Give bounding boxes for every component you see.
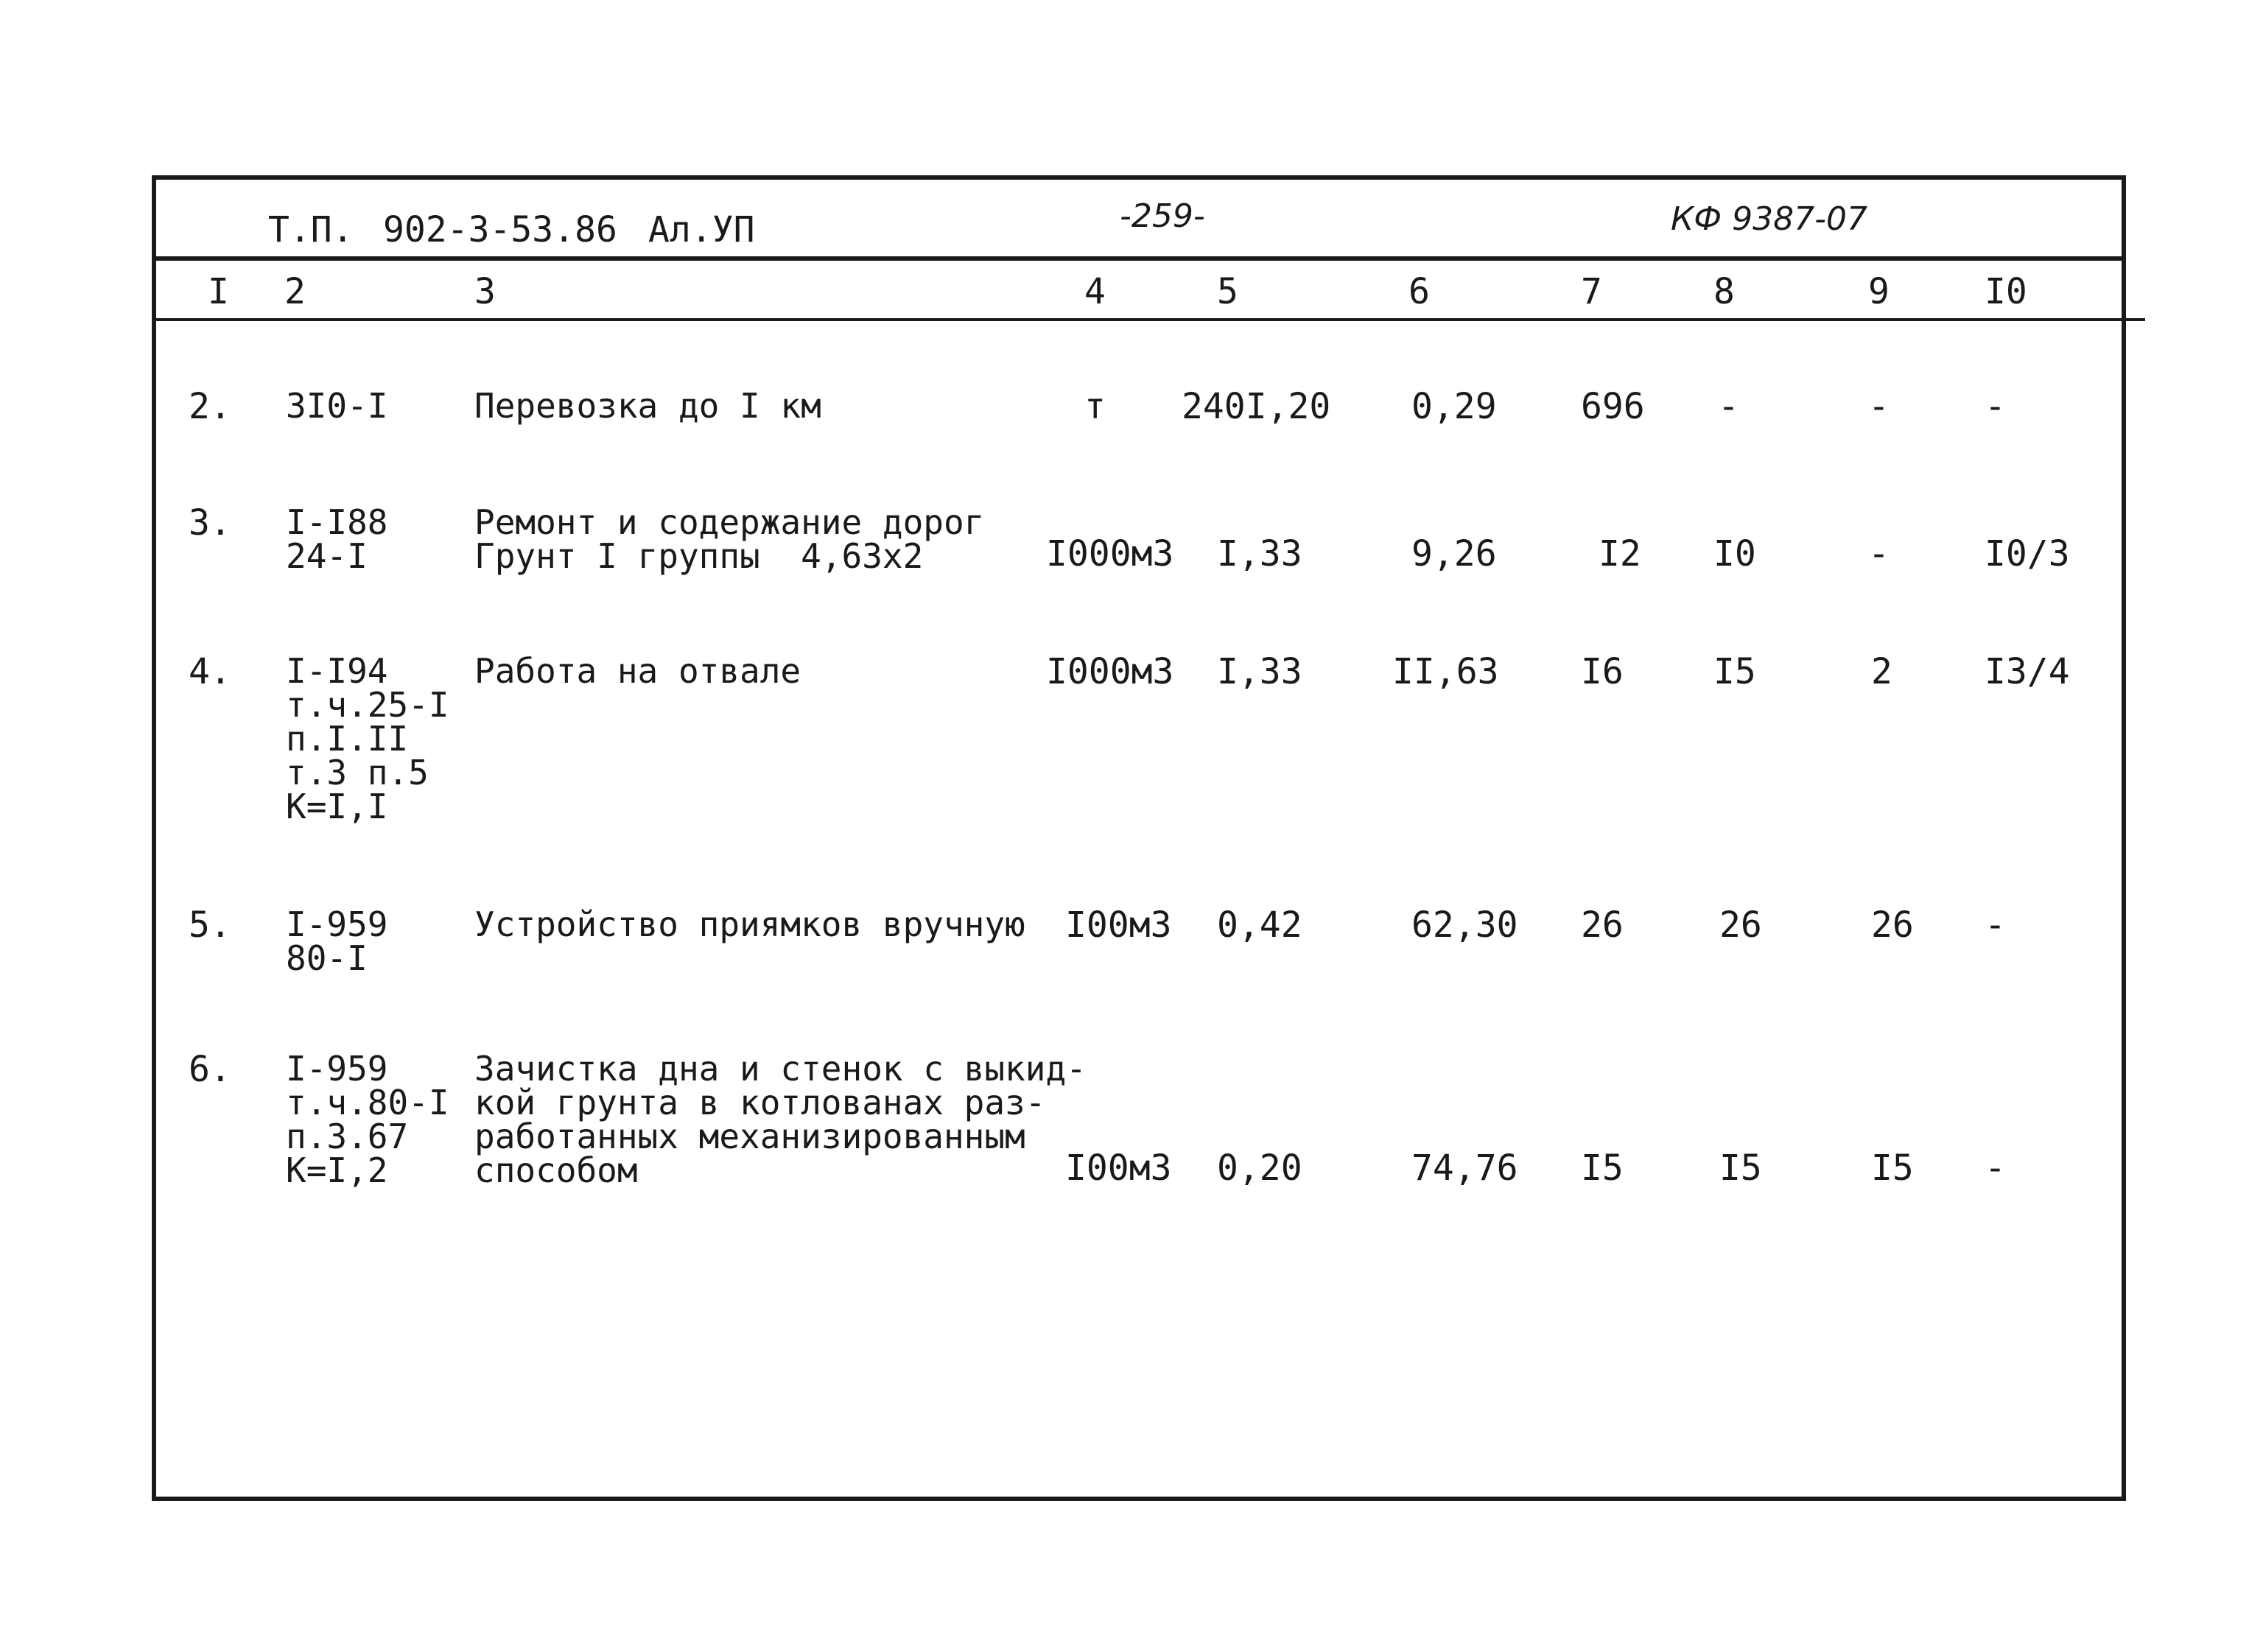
code-line: т.ч.80-I (286, 1083, 449, 1122)
code-line: п.3.67 (286, 1117, 409, 1156)
code-line: п.I.II (286, 719, 409, 759)
row-col8: - (1718, 386, 1739, 427)
row-code (286, 386, 388, 426)
code-line: т.3 п.5 (286, 753, 429, 792)
column-header-10: I0 (1985, 271, 2027, 312)
document-code: КФ 9387-07 (1671, 200, 1867, 238)
row-number: 6. (189, 1049, 231, 1090)
row-name (474, 651, 801, 691)
row-col7: 26 (1581, 904, 1624, 946)
column-header-2: 2 (284, 271, 306, 312)
code-line: т.ч.25-I (286, 685, 449, 725)
row-col10: I3/4 (1985, 651, 2070, 692)
column-header-8: 8 (1713, 271, 1735, 312)
name-line: Грунт I группы 4,63х2 (474, 536, 924, 576)
row-col7: I5 (1581, 1147, 1624, 1189)
row-name (474, 904, 1025, 944)
name-line: работанных механизированным (474, 1117, 1025, 1156)
code-line: I-I94 (286, 651, 388, 691)
row-quantity: 0,42 (1217, 904, 1302, 946)
row-col8: I5 (1713, 651, 1756, 692)
album-label: Ал.УП (648, 209, 755, 250)
column-header-5: 5 (1217, 271, 1238, 312)
row-col9: - (1868, 533, 1890, 574)
code-line: К=I,I (286, 787, 388, 826)
row-col7: I2 (1599, 533, 1641, 574)
row-number: 3. (189, 502, 231, 544)
row-col8: I5 (1719, 1147, 1762, 1189)
row-col10: - (1985, 1147, 2006, 1189)
row-quantity: I,33 (1217, 651, 1302, 692)
name-line: Зачистка дна и стенок с выкид- (474, 1049, 1087, 1089)
code-line: 80-I (286, 938, 368, 978)
row-quantity: I,33 (1217, 533, 1302, 574)
row-name (474, 502, 985, 576)
row-col9: 26 (1871, 904, 1914, 946)
row-col9: - (1868, 386, 1890, 427)
row-name (474, 1049, 1087, 1190)
row-code (286, 651, 449, 826)
column-header-4: 4 (1084, 271, 1106, 312)
project-code: 902-3-53.86 (383, 209, 617, 250)
name-line: Устройство приямков вручную (474, 904, 1025, 944)
row-name (474, 386, 821, 426)
code-line: I-959 (286, 1049, 388, 1089)
row-number: 2. (189, 386, 231, 427)
page-number: -259- (1120, 197, 1205, 235)
row-code (286, 1049, 449, 1190)
row-col10: I0/3 (1985, 533, 2070, 574)
column-header-9: 9 (1868, 271, 1890, 312)
column-header-3: 3 (474, 271, 496, 312)
name-line: способом (474, 1150, 638, 1190)
row-col9: 2 (1871, 651, 1892, 692)
row-code (286, 502, 388, 576)
code-line: I-I88 (286, 502, 388, 542)
row-col7: I6 (1581, 651, 1624, 692)
name-line: кой грунта в котлованах раз- (474, 1083, 1046, 1122)
row-unit: I000м3 (1046, 651, 1174, 692)
row-col6: 9,26 (1411, 533, 1497, 574)
row-col8: 26 (1719, 904, 1762, 946)
code-line: I-959 (286, 904, 388, 944)
row-col8: I0 (1713, 533, 1756, 574)
row-quantity: 0,20 (1217, 1147, 1302, 1189)
row-col10: - (1985, 386, 2006, 427)
row-number: 5. (189, 904, 231, 946)
row-unit: т (1084, 386, 1106, 427)
row-col10: - (1985, 904, 2006, 946)
row-quantity: 240I,20 (1182, 386, 1331, 427)
header-divider (152, 256, 2126, 261)
row-number: 4. (189, 651, 231, 692)
row-col6: 62,30 (1411, 904, 1518, 946)
row-unit: I00м3 (1065, 1147, 1172, 1189)
column-header-7: 7 (1581, 271, 1602, 312)
row-col6: II,63 (1392, 651, 1499, 692)
name-line: Перевозка до I км (474, 386, 821, 426)
row-col6: 0,29 (1411, 386, 1497, 427)
document-frame (152, 175, 2126, 1501)
code-line: К=I,2 (286, 1150, 388, 1190)
code-line: 24-I (286, 536, 368, 576)
row-col7: 696 (1581, 386, 1645, 427)
column-header-1: I (208, 271, 229, 312)
column-header-6: 6 (1408, 271, 1430, 312)
row-unit: I00м3 (1065, 904, 1172, 946)
row-unit: I000м3 (1046, 533, 1174, 574)
column-header-divider (152, 318, 2145, 321)
tp-prefix: Т.П. (268, 209, 354, 250)
row-col6: 74,76 (1411, 1147, 1518, 1189)
name-line: Работа на отвале (474, 651, 801, 691)
row-code (286, 904, 388, 978)
row-col9: I5 (1871, 1147, 1914, 1189)
name-line: Ремонт и содержание дорог (474, 502, 985, 542)
code-line: 3I0-I (286, 386, 388, 426)
